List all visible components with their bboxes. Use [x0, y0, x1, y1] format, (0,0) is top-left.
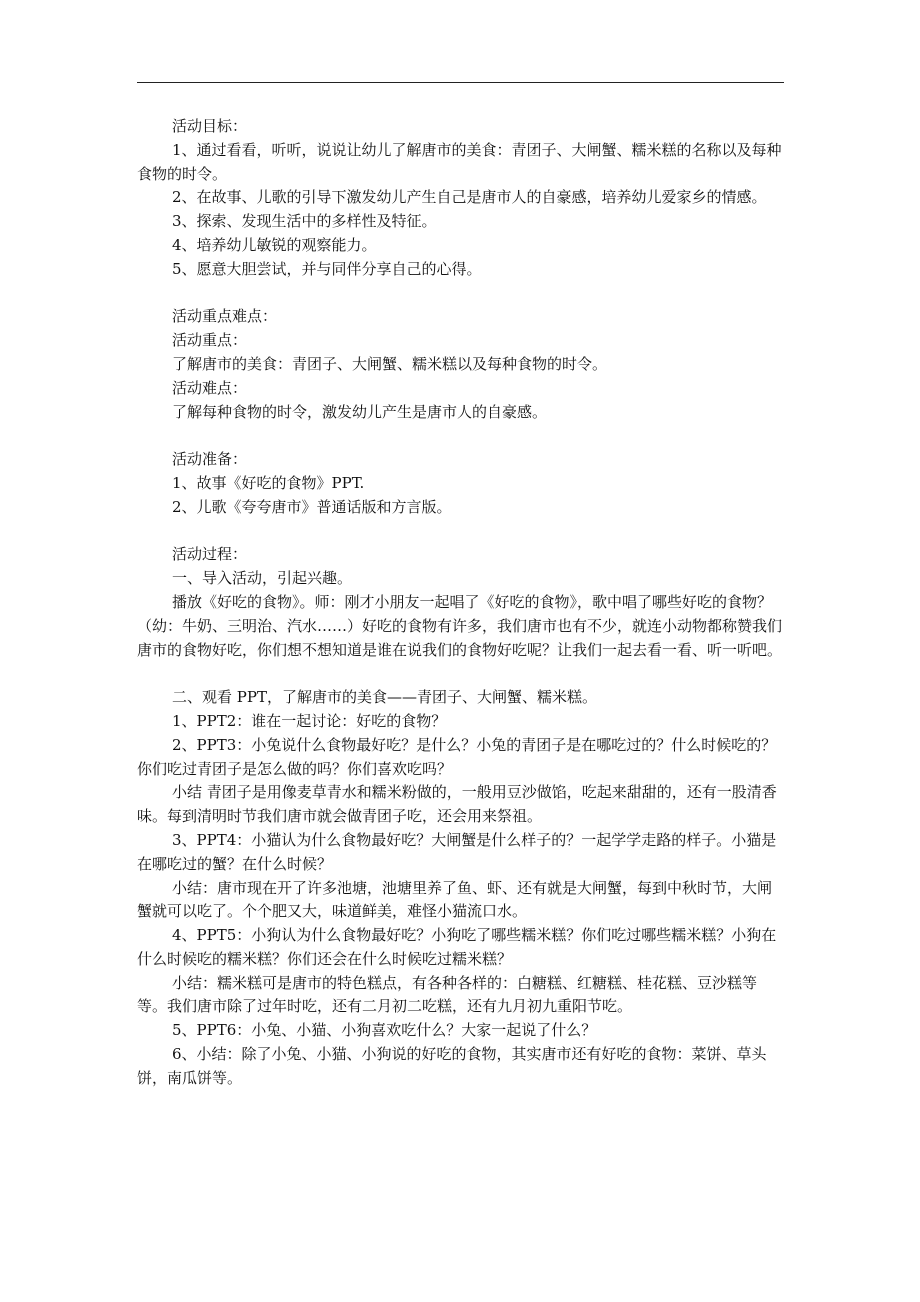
- document-body: [137, 115, 784, 1091]
- paragraph: 二、观看 PPT，了解唐市的美食——青团子、大闸蟹、糯米糕。: [172, 688, 597, 707]
- paragraph: 了解唐市的美食：青团子、大闸蟹、糯米糕以及每种食物的时令。: [172, 354, 608, 373]
- paragraph: 活动重点：: [172, 331, 248, 350]
- paragraph: 活动重点难点：: [172, 307, 278, 326]
- header-rule: [137, 82, 784, 83]
- paragraph: 5、愿意大胆尝试，并与同伴分享自己的心得。: [172, 259, 482, 278]
- paragraph-gap: [137, 662, 784, 686]
- paragraph: 1、PPT2：谁在一起讨论：好吃的食物？: [172, 711, 447, 730]
- paragraph: 一、导入活动，引起兴趣。: [172, 569, 353, 588]
- paragraph: 4、培养幼儿敏锐的观察能力。: [172, 235, 377, 254]
- paragraph: 活动难点：: [172, 378, 248, 397]
- paragraph: 3、PPT4：小猫认为什么食物最好吃？大闸蟹是什么样子的？一起学学走路的样子。小猫是在哪吃过的蟹？在什么时候？: [137, 830, 777, 873]
- paragraph: 5、PPT6：小兔、小猫、小狗喜欢吃什么？大家一起说了什么？: [172, 1021, 597, 1040]
- paragraph: 2、儿歌《夸夸唐市》普通话版和方言版。: [172, 497, 452, 516]
- paragraph: 活动过程：: [172, 545, 248, 564]
- paragraph: 小结：糯米糕可是唐市的特色糕点，有各种各样的：白糖糕、红糖糕、桂花糕、豆沙糕等等。我们唐市除了过年时吃，还有二月初二吃糕，还有九月初九重阳节吃。: [137, 973, 758, 1016]
- paragraph: 3、探索、发现生活中的多样性及特征。: [172, 212, 437, 231]
- paragraph: 1、故事《好吃的食物》PPT.: [172, 473, 365, 492]
- paragraph: 2、在故事、儿歌的引导下激发幼儿产生自己是唐市人的自豪感，培养幼儿爱家乡的情感。: [172, 188, 767, 207]
- paragraph: 了解每种食物的时令，激发幼儿产生是唐市人的自豪感。: [172, 402, 548, 421]
- paragraph: 小结：唐市现在开了许多池塘，池塘里养了鱼、虾、还有就是大闸蟹，每到中秋时节，大闸蟹就可以吃了。个个肥又大，味道鲜美，难怪小猫流口水。: [137, 878, 773, 921]
- paragraph: 6、小结：除了小兔、小猫、小狗说的好吃的食物，其实唐市还有好吃的食物：菜饼、草头饼，南瓜饼等。: [137, 1045, 767, 1087]
- paragraph: 播放《好吃的食物》。师：刚才小朋友一起唱了《好吃的食物》，歌中唱了哪些好吃的食物？（幼：牛奶、三明治、汽水……）好吃的食物有许多，我们唐市也有不少，就连小动物都称赞我们唐市的食物好吃，你们想不想知道是谁在说我们的食物好吃呢？让我们一起去看一看、听一听吧。: [137, 592, 783, 659]
- paragraph: 1、通过看看，听听，说说让幼儿了解唐市的美食：青团子、大闸蟹、糯米糕的名称以及每种食物的时令。: [137, 140, 782, 183]
- paragraph-gap: [137, 282, 784, 306]
- paragraph-gap: [137, 520, 784, 544]
- paragraph: 小结 青团子是用像麦草青水和糯米粉做的，一般用豆沙做馅，吃起来甜甜的，还有一股清香味。每到清明时节我们唐市就会做青团子吃，还会用来祭祖。: [137, 783, 777, 826]
- paragraph-gap: [137, 424, 784, 448]
- paragraph: 4、PPT5：小狗认为什么食物最好吃？小狗吃了哪些糯米糕？你们吃过哪些糯米糕？小狗在什么时候吃的糯米糕？你们还会在什么时候吃过糯米糕？: [137, 926, 777, 968]
- paragraph: 2、PPT3：小兔说什么食物最好吃？是什么？小兔的青团子是在哪吃过的？什么时候吃的？你们吃过青团子是怎么做的吗？你们喜欢吃吗？: [137, 735, 777, 778]
- paragraph: 活动准备：: [172, 450, 248, 469]
- paragraph: 活动目标：: [172, 117, 248, 135]
